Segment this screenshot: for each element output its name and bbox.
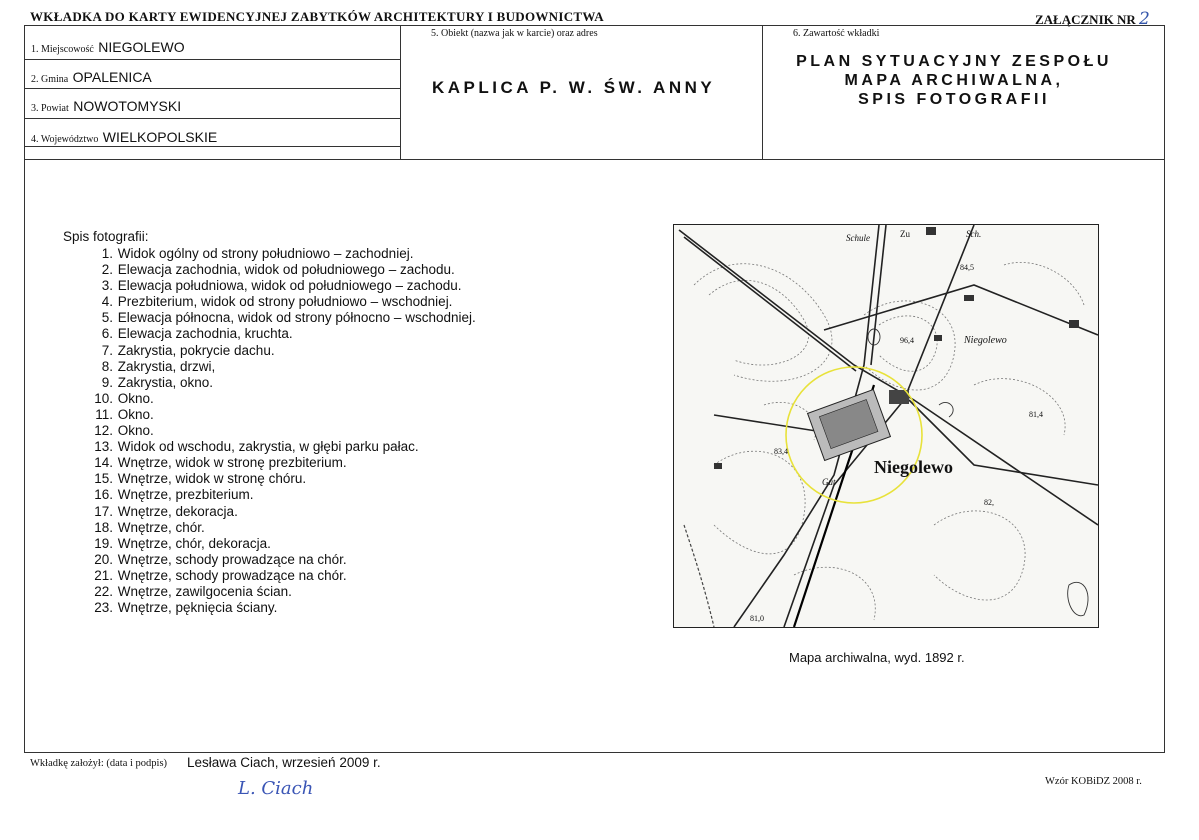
photo-item-text: Wnętrze, schody prowadzące na chór.	[117, 551, 347, 567]
photo-item-text: Elewacja zachodnia, kruchta.	[117, 326, 293, 342]
photo-item-text: Wnętrze, widok w stronę prezbiterium.	[117, 455, 347, 471]
map-drawing	[674, 225, 1098, 627]
photo-item-number: 5.	[101, 310, 113, 326]
photo-list-item	[85, 504, 476, 520]
photo-list-item	[85, 600, 476, 616]
footer-founder-value: Lesława Ciach, wrzesień 2009 r.	[187, 755, 381, 770]
photo-item-number: 8.	[101, 358, 113, 374]
photo-item-text: Zakrystia, drzwi,	[117, 358, 216, 374]
map-label-sch: Sch.	[966, 229, 982, 239]
photo-item-number: 14.	[94, 455, 113, 471]
photo-item-number: 10.	[94, 390, 113, 406]
photo-list-item	[85, 310, 476, 326]
photo-item-number: 4.	[101, 294, 113, 310]
map-roads	[679, 225, 1098, 627]
photo-list-item	[85, 455, 476, 471]
photo-item-number: 12.	[94, 423, 113, 439]
photo-item-number: 18.	[94, 519, 113, 535]
photo-list-item	[85, 407, 476, 423]
photo-list-item	[85, 391, 476, 407]
attachment-number: 2	[1139, 9, 1150, 29]
photo-item-text: Wnętrze, zawilgocenia ścian.	[117, 583, 292, 599]
photo-item-text: Wnętrze, chór.	[117, 519, 205, 535]
template-version: Wzór KOBiDZ 2008 r.	[1045, 776, 1142, 787]
photo-list-item	[85, 568, 476, 584]
map-label-schule: Schule	[846, 233, 870, 243]
photo-list-item	[85, 294, 476, 310]
map-label-town: Niegolewo	[874, 457, 953, 477]
photo-item-text: Zakrystia, pokrycie dachu.	[117, 342, 275, 358]
row-divider-3	[25, 118, 400, 119]
photo-item-text: Widok od wschodu, zakrystia, w głębi parku pałac.	[117, 439, 419, 455]
photo-item-text: Elewacja zachodnia, widok od południowego – zachodu.	[117, 262, 455, 278]
field-gmina-value: OPALENICA	[72, 69, 152, 85]
signature: L. Ciach	[238, 778, 314, 799]
photo-item-number: 21.	[94, 567, 113, 583]
photo-list-item	[85, 584, 476, 600]
map-label-height-4: 81,4	[1029, 410, 1043, 419]
column-divider-1	[400, 26, 401, 159]
photo-item-number: 3.	[101, 278, 113, 294]
photo-item-text: Wnętrze, schody prowadzące na chór.	[117, 567, 347, 583]
photo-item-number: 13.	[94, 439, 113, 455]
map-label-height-2: 96,4	[900, 336, 914, 345]
photo-item-text: Wnętrze, prezbiterium.	[117, 487, 254, 503]
field-powiat-label: 3. Powiat	[31, 103, 69, 114]
map-label-height-5: 81,0	[750, 614, 764, 623]
map-stream	[684, 525, 714, 627]
photo-list-item	[85, 520, 476, 536]
content-title-line1: PLAN SYTUACYJNY ZESPOŁU	[796, 53, 1112, 70]
photo-item-number: 9.	[101, 374, 113, 390]
field-wojewodztwo-value: WIELKOPOLSKIE	[102, 129, 218, 145]
attachment-label: ZAŁĄCZNIK NR	[1035, 12, 1136, 27]
field-powiat	[31, 98, 181, 116]
photo-item-text: Elewacja północna, widok od strony północno – wschodniej.	[117, 310, 476, 326]
content-title	[764, 52, 1144, 109]
photo-list-item	[85, 343, 476, 359]
field-miejscowosc	[31, 39, 185, 57]
document-title: WKŁADKA DO KARTY EWIDENCYJNEJ ZABYTKÓW ARCHITEKTURY I BUDOWNICTWA	[30, 9, 604, 24]
photo-item-number: 11.	[95, 406, 113, 422]
photo-list-item	[85, 536, 476, 552]
photo-list-item	[85, 375, 476, 391]
field-gmina-label: 2. Gmina	[31, 74, 69, 85]
photo-item-number: 2.	[101, 262, 113, 278]
photo-list-item	[85, 471, 476, 487]
photo-list-item	[85, 487, 476, 503]
photo-item-text: Elewacja południowa, widok od południowego – zachodu.	[117, 278, 462, 294]
photo-item-number: 6.	[101, 326, 113, 342]
archival-map	[673, 224, 1099, 628]
photo-item-text: Okno.	[117, 390, 154, 406]
header-section-divider	[25, 159, 1164, 160]
map-label-height-1: 84,5	[960, 263, 974, 272]
map-label-height-6: 82,	[984, 498, 994, 507]
row-divider-1	[25, 59, 400, 60]
photo-item-number: 20.	[94, 551, 113, 567]
map-label-gut: Gut	[822, 477, 836, 487]
field-miejscowosc-label: 1. Miejscowość	[31, 44, 94, 55]
photo-item-number: 16.	[94, 487, 113, 503]
photo-item-number: 1.	[101, 246, 113, 261]
map-label-town-small: Niegolewo	[964, 335, 1007, 346]
row-divider-2	[25, 88, 400, 89]
content-title-line3: SPIS FOTOGRAFII	[858, 91, 1050, 108]
photo-item-number: 7.	[101, 342, 113, 358]
photo-item-text: Widok ogólny od strony południowo – zachodniej.	[117, 246, 414, 261]
field-gmina	[31, 69, 152, 87]
footer-founder-label: Wkładkę założył: (data i podpis)	[30, 758, 168, 769]
column-divider-2	[762, 26, 763, 159]
photo-list-item	[85, 439, 476, 455]
photo-item-text: Wnętrze, widok w stronę chóru.	[117, 471, 307, 487]
photo-item-number: 15.	[94, 471, 113, 487]
content-title-line2: MAPA ARCHIWALNA,	[844, 72, 1064, 89]
photo-list-item	[85, 359, 476, 375]
photo-list-item	[85, 326, 476, 342]
photo-item-number: 19.	[94, 535, 113, 551]
photo-list-item	[85, 423, 476, 439]
photo-list-item	[85, 278, 476, 294]
map-contours	[694, 262, 1084, 620]
photo-item-text: Wnętrze, chór, dekoracja.	[117, 535, 271, 551]
field-miejscowosc-value: NIEGOLEWO	[98, 39, 185, 55]
map-village	[714, 227, 1079, 469]
photo-list-item	[85, 262, 476, 278]
content-label: 6. Zawartość wkładki	[793, 28, 880, 39]
photo-item-number: 22.	[94, 583, 113, 599]
object-name: KAPLICA P. W. ŚW. ANNY	[432, 78, 716, 97]
photo-item-text: Wnętrze, pęknięcia ściany.	[117, 600, 278, 616]
object-label: 5. Obiekt (nazwa jak w karcie) oraz adres	[431, 28, 598, 39]
photo-item-text: Prezbiterium, widok od strony południowo – wschodniej.	[117, 294, 453, 310]
photo-item-text: Zakrystia, okno.	[117, 374, 214, 390]
photo-list-heading: Spis fotografii:	[63, 229, 149, 244]
photo-item-text: Wnętrze, dekoracja.	[117, 503, 238, 519]
map-label-height-3: 83,4	[774, 447, 788, 456]
photo-list-item	[85, 246, 476, 262]
photo-item-number: 23.	[94, 600, 113, 616]
photo-item-number: 17.	[94, 503, 113, 519]
photo-item-text: Okno.	[117, 406, 154, 422]
field-wojewodztwo	[31, 129, 217, 147]
map-caption: Mapa archiwalna, wyd. 1892 r.	[789, 650, 965, 665]
photo-list	[85, 246, 476, 616]
photo-item-text: Okno.	[117, 423, 154, 439]
field-wojewodztwo-label: 4. Województwo	[31, 134, 99, 145]
photo-list-item	[85, 552, 476, 568]
field-powiat-value: NOWOTOMYSKI	[73, 98, 182, 114]
map-label-zu: Zu	[900, 229, 910, 239]
